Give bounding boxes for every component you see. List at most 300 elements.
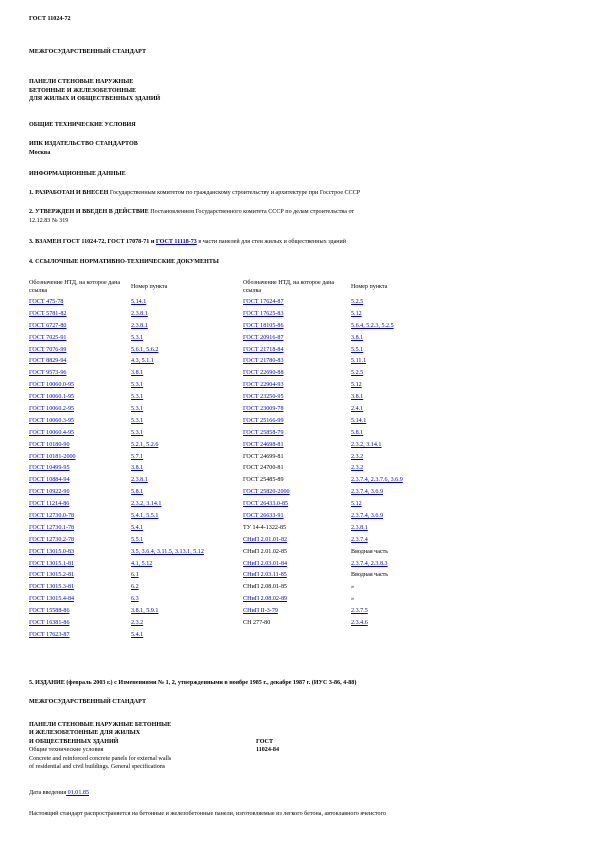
table-cell (243, 415, 351, 427)
table-cell (351, 546, 471, 558)
ref-link[interactable]: ГОСТ 7025-91 (29, 334, 67, 341)
table-cell (243, 569, 351, 581)
table-cell (351, 534, 471, 546)
ref-link[interactable]: ГОСТ 13015.1-81 (29, 560, 75, 567)
ref-link[interactable]: ГОСТ 25166-99 (243, 417, 284, 424)
table-cell (351, 581, 471, 593)
table-cell (131, 451, 243, 463)
ref-link[interactable]: 4.3, 5.1.1 (131, 358, 154, 365)
ref-link[interactable]: 5.4.1 (131, 524, 144, 531)
table-cell (243, 344, 351, 356)
publisher: ИПК ИЗДАТЕЛЬСТВО СТАНДАРТОВ (29, 141, 138, 147)
table-cell (131, 391, 243, 403)
body-text: Настоящий стандарт распространяется на бетонные и железобетонные панели, изготовляемые из легкого бетона, автоклавного ячеистого (29, 811, 386, 817)
ref-link[interactable]: 5.4.1, 5.5.1 (131, 512, 159, 519)
table-row (29, 581, 471, 593)
refs-header-cell: Номер пункта (351, 284, 388, 290)
table-cell (243, 629, 351, 641)
table-row (29, 391, 471, 403)
table-cell (131, 379, 243, 391)
table-cell (29, 474, 131, 486)
ref-link[interactable]: 5.3.1 (131, 429, 144, 436)
ref-link[interactable]: 2.3.8.1 (131, 322, 148, 329)
table-row (29, 593, 471, 605)
ref-link[interactable]: 2.3.2 (351, 453, 364, 460)
table-cell (29, 439, 131, 451)
ref-link[interactable]: 5.12 (351, 501, 362, 508)
table-cell (29, 403, 131, 415)
table-row (29, 308, 471, 320)
table-cell (243, 462, 351, 474)
table-cell (131, 332, 243, 344)
intro-date-label: Дата введения (29, 790, 67, 796)
table-cell (351, 558, 471, 570)
title-line: БЕТОННЫЕ И ЖЕЛЕЗОБЕТОННЫЕ (29, 87, 137, 94)
table-cell (29, 355, 131, 367)
table-cell (243, 534, 351, 546)
ref-link[interactable]: 2.3.7.4 (351, 536, 368, 543)
table-cell (243, 379, 351, 391)
ref-link[interactable]: 5.8.1 (351, 429, 364, 436)
table-cell (351, 427, 471, 439)
table-cell (351, 486, 471, 498)
ref-link[interactable]: 5.12 (351, 310, 362, 317)
table-row (29, 320, 471, 332)
table-cell (243, 308, 351, 320)
english-line: of residential and civil buildings. General specifications (29, 764, 166, 771)
doc-code: ГОСТ 11024-72 (29, 16, 71, 22)
ref-link[interactable]: ГОСТ 11214-86 (29, 501, 70, 508)
ref-text: » (351, 596, 355, 603)
publisher-block (29, 140, 138, 157)
table-cell (131, 462, 243, 474)
item-label: 1. РАЗРАБОТАН И ВНЕСЕН (29, 190, 109, 196)
ref-link[interactable]: 2.3.7.4, 3.6.9 (351, 489, 383, 496)
table-row (29, 510, 471, 522)
table-cell (131, 629, 243, 641)
ref-link[interactable]: ГОСТ 475-78 (29, 298, 64, 305)
table-cell (131, 344, 243, 356)
table-cell (131, 522, 243, 534)
ref-link[interactable]: СНиП II-3-79 (243, 608, 278, 615)
ref-link[interactable]: 2.3.8.1 (351, 524, 368, 531)
ref-link[interactable]: ГОСТ 22904-93 (243, 382, 284, 389)
table-cell (131, 320, 243, 332)
ref-link[interactable]: 2.3.8.1 (131, 310, 148, 317)
table-cell (351, 474, 471, 486)
ref-link[interactable]: СНиП 2.08.02-89 (243, 596, 288, 603)
table-row (29, 355, 471, 367)
table-cell (351, 451, 471, 463)
ref-link[interactable]: СНиП 2.03.01-84 (243, 560, 288, 567)
table-cell (243, 320, 351, 332)
table-cell (131, 510, 243, 522)
table-cell (243, 510, 351, 522)
table-cell (29, 605, 131, 617)
gost-label: ГОСТ (256, 739, 274, 745)
ref-link[interactable]: ГОСТ 10060.4-95 (29, 429, 75, 436)
item-text: Государственным комитетом по гражданскому строительству и архитектуре при Госстрое СССР (108, 190, 361, 196)
ref-link[interactable]: ГОСТ 5781-82 (29, 310, 67, 317)
table-cell (351, 462, 471, 474)
ref-link[interactable]: ГОСТ 25820-2000 (243, 489, 290, 496)
table-cell (29, 415, 131, 427)
table-row (29, 344, 471, 356)
table-cell (243, 391, 351, 403)
ref-link[interactable]: ГОСТ 25858-79 (243, 429, 284, 436)
title2-line: И ЖЕЛЕЗОБЕТОННЫЕ ДЛЯ ЖИЛЫХ (29, 730, 141, 737)
table-row (29, 439, 471, 451)
refs-heading: 4. ССЫЛОЧНЫЕ НОРМАТИВНО-ТЕХНИЧЕСКИЕ ДОКУМЕНТЫ (29, 259, 219, 265)
table-cell (243, 605, 351, 617)
table-cell (243, 522, 351, 534)
table-cell (131, 308, 243, 320)
refs-header-cell: Номер пункта (131, 284, 168, 290)
ref-link[interactable]: 2.3.2 (131, 619, 144, 626)
table-cell (351, 439, 471, 451)
table-row (29, 569, 471, 581)
ref-link[interactable]: ГОСТ 16381-86 (29, 619, 70, 626)
table-cell (29, 617, 131, 629)
ref-link[interactable]: 2.3.2, 3.14.1 (351, 441, 382, 448)
ref-link[interactable]: ГОСТ 12730.2-78 (29, 536, 75, 543)
table-cell (351, 522, 471, 534)
table-cell (131, 474, 243, 486)
table-row (29, 498, 471, 510)
table-cell (351, 617, 471, 629)
ref-link[interactable]: 3.8.1, 5.9.1 (131, 608, 159, 615)
ref-link[interactable]: ГОСТ 10060.0-95 (29, 382, 75, 389)
item-label: 2. УТВЕРЖДЕН И ВВЕДЕН В ДЕЙСТВИЕ (29, 209, 149, 215)
table-cell (29, 546, 131, 558)
ref-link[interactable]: 5.2.5 (351, 370, 364, 377)
ref-link[interactable]: 5.3.1 (131, 405, 144, 412)
table-cell (351, 355, 471, 367)
table-cell (131, 355, 243, 367)
table-cell (131, 403, 243, 415)
ref-link[interactable]: ГОСТ 21718-84 (243, 346, 284, 353)
ref-link[interactable]: СНиП 2.03.11-85 (243, 572, 287, 579)
table-cell (131, 605, 243, 617)
ref-link[interactable]: ГОСТ 15588-86 (29, 608, 70, 615)
table-cell (243, 332, 351, 344)
table-cell (29, 427, 131, 439)
ref-link[interactable]: ГОСТ 10181-2000 (29, 453, 76, 460)
ref-link[interactable]: 3.5, 3.6.4, 3.11.5, 3.13.1, 5.12 (131, 548, 204, 555)
table-cell (29, 332, 131, 344)
refs-table (29, 278, 471, 641)
ref-link[interactable]: ГОСТ 20916-87 (243, 334, 284, 341)
ref-link[interactable]: 2.3.2 (351, 465, 364, 472)
table-cell (243, 617, 351, 629)
table-cell (131, 581, 243, 593)
ref-link[interactable]: ГОСТ 17623-87 (29, 631, 70, 638)
table-cell (351, 605, 471, 617)
table-row (29, 427, 471, 439)
refs-header-cell: Обозначение НТД, на которое дана ссылка (243, 280, 335, 294)
table-row (29, 605, 471, 617)
title-line: ДЛЯ ЖИЛЫХ И ОБЩЕСТВЕННЫХ ЗДАНИЙ (29, 96, 161, 103)
table-cell (29, 558, 131, 570)
table-cell (243, 355, 351, 367)
ref-link[interactable]: 5.2.5 (351, 298, 364, 305)
ref-link[interactable]: ГОСТ 12730.1-78 (29, 524, 75, 531)
ref-link[interactable]: 5.5.1 (351, 346, 364, 353)
table-cell (29, 320, 131, 332)
table-cell (29, 344, 131, 356)
table-cell (243, 367, 351, 379)
english-line: Concrete and reinforced concrete panels for external walls (29, 756, 172, 762)
ref-link[interactable]: ГОСТ 10060.3-95 (29, 417, 75, 424)
ref-link[interactable]: 5.3.1 (131, 334, 144, 341)
table-row (29, 486, 471, 498)
ref-text: СН 277-80 (243, 619, 271, 626)
table-row (29, 403, 471, 415)
table-row (29, 379, 471, 391)
table-cell (243, 474, 351, 486)
ref-link[interactable]: ГОСТ 6727-80 (29, 322, 67, 329)
refs-header-row (29, 278, 471, 296)
table-cell (243, 403, 351, 415)
ref-link[interactable]: ГОСТ 26633-91 (243, 512, 284, 519)
ref-link[interactable]: ГОСТ 13015.3-81 (29, 584, 75, 591)
table-row (29, 522, 471, 534)
ref-link[interactable]: 5.14.1 (351, 417, 367, 424)
doc-subtitle: ОБЩИЕ ТЕХНИЧЕСКИЕ УСЛОВИЯ (29, 122, 136, 128)
ref-text: Вводная часть (351, 572, 389, 579)
title2-line: ПАНЕЛИ СТЕНОВЫЕ НАРУЖНЫЕ БЕТОННЫЕ (29, 722, 172, 728)
table-cell (131, 617, 243, 629)
table-cell (29, 308, 131, 320)
info-heading: ИНФОРМАЦИОННЫЕ ДАННЫЕ (29, 171, 126, 177)
table-cell (351, 379, 471, 391)
ref-link[interactable]: 2.4.1 (351, 405, 364, 412)
table-cell (131, 569, 243, 581)
table-cell (243, 546, 351, 558)
intro-date-value: 01.01.85 (66, 790, 90, 796)
table-cell (351, 415, 471, 427)
ref-link[interactable]: 2.3.7.4, 2.3.8.3 (351, 560, 388, 567)
refs-header-cell: Обозначение НТД, на которое дана ссылка (29, 280, 121, 294)
table-cell (243, 451, 351, 463)
table-cell (29, 379, 131, 391)
table-cell (351, 498, 471, 510)
table-cell (131, 546, 243, 558)
standard-type: МЕЖГОСУДАРСТВЕННЫЙ СТАНДАРТ (29, 49, 147, 55)
table-cell (29, 569, 131, 581)
ref-link[interactable]: ГОСТ 10922-90 (29, 489, 70, 496)
table-cell (243, 427, 351, 439)
table-cell (29, 581, 131, 593)
table-cell (351, 593, 471, 605)
ref-link[interactable]: ГОСТ 18105-86 (243, 322, 284, 329)
table-cell (131, 486, 243, 498)
ref-link[interactable]: ГОСТ 24698-81 (243, 441, 284, 448)
ref-link[interactable]: СНиП 2.01.01-82 (243, 536, 288, 543)
ref-link[interactable]: ГОСТ 10499-95 (29, 465, 70, 472)
item-label: 3. ВЗАМЕН ГОСТ 11024-72, ГОСТ 17078-71 и (29, 239, 155, 245)
table-row (29, 629, 471, 641)
table-cell (351, 320, 471, 332)
ref-link[interactable]: 2.3.8.1 (131, 477, 148, 484)
table-cell (243, 581, 351, 593)
table-cell (243, 558, 351, 570)
table-cell (351, 367, 471, 379)
english-title (29, 755, 171, 772)
ref-link[interactable]: 5.4.1 (131, 631, 144, 638)
table-cell (131, 439, 243, 451)
ref-link[interactable]: 5.3.1 (131, 394, 144, 401)
table-row (29, 451, 471, 463)
ref-link[interactable]: ГОСТ 13015.0-83 (29, 548, 75, 555)
ref-text: ГОСТ 24699-81 (243, 453, 284, 460)
ref-text: СНиП 2.08.01-85 (243, 584, 288, 591)
table-cell (131, 558, 243, 570)
table-cell (351, 308, 471, 320)
table-row (29, 367, 471, 379)
ref-link[interactable]: ГОСТ 12730.0-78 (29, 512, 75, 519)
subtitle-2: Общие технические условия (29, 747, 104, 753)
table-cell (29, 451, 131, 463)
ref-link[interactable]: ГОСТ 8829-94 (29, 358, 67, 365)
ref-link[interactable]: 5.6.1, 5.6.2 (131, 346, 159, 353)
table-cell (243, 593, 351, 605)
ref-text: СНиП 2.01.02-85 (243, 548, 288, 555)
ref-link[interactable]: 2.3.2, 3.14.1 (131, 501, 162, 508)
title-line: ПАНЕЛИ СТЕНОВЫЕ НАРУЖНЫЕ (29, 79, 134, 85)
ref-link[interactable]: 5.5.1 (131, 536, 144, 543)
ref-link[interactable]: 5.7.1 (131, 453, 144, 460)
ref-link[interactable]: 2.3.7.5 (351, 608, 368, 615)
table-cell (351, 510, 471, 522)
table-row (29, 296, 471, 308)
item-text-cont: 12.12.83 № 319 (29, 217, 69, 224)
info-item-1 (29, 189, 360, 198)
ref-link[interactable]: 6.1 (131, 572, 139, 579)
ref-link[interactable]: 3.8.1 (351, 334, 364, 341)
ref-link[interactable]: 5.8.1 (131, 489, 144, 496)
table-cell (243, 486, 351, 498)
ref-link[interactable]: 5.3.1 (131, 417, 144, 424)
intro-date (29, 789, 89, 797)
ref-text: ГОСТ 24700-81 (243, 465, 284, 472)
doc-title (29, 78, 160, 104)
ref-link[interactable]: 5.2.1, 5.2.6 (131, 441, 159, 448)
ref-link[interactable]: 5.3.1 (131, 382, 144, 389)
table-cell (351, 629, 471, 641)
ref-link[interactable]: ГОСТ 17624-87 (243, 298, 284, 305)
table-cell (29, 391, 131, 403)
item-text: в части панелей для стен жилых и общественных зданий (196, 239, 347, 245)
city: Москва (29, 149, 51, 156)
table-cell (29, 486, 131, 498)
ref-link[interactable]: ГОСТ 17625-83 (243, 310, 284, 317)
ref-text: ТУ 14-4-1322-85 (243, 524, 287, 531)
table-cell (29, 367, 131, 379)
gost-number: 11024-84 (256, 747, 280, 753)
ref-link[interactable]: 3.8.1 (131, 370, 144, 377)
table-cell (29, 629, 131, 641)
ref-link[interactable]: ГОСТ 23250-95 (243, 394, 284, 401)
table-row (29, 534, 471, 546)
table-row (29, 332, 471, 344)
table-cell (243, 439, 351, 451)
table-cell (243, 498, 351, 510)
ref-link[interactable]: ГОСТ 23009-78 (243, 405, 284, 412)
table-cell (29, 296, 131, 308)
table-row (29, 558, 471, 570)
table-cell (29, 522, 131, 534)
ref-link[interactable]: 5.12 (351, 382, 362, 389)
table-row (29, 415, 471, 427)
info-item-3 (29, 238, 346, 247)
table-cell (131, 367, 243, 379)
table-cell (131, 593, 243, 605)
table-cell (29, 593, 131, 605)
table-row (29, 546, 471, 558)
ref-link[interactable]: ГОСТ 9573-96 (29, 370, 67, 377)
ref-text: » (351, 584, 355, 591)
ref-link[interactable]: ГОСТ 7076-99 (29, 346, 67, 353)
ref-text: Вводная часть (351, 548, 389, 555)
table-cell (131, 498, 243, 510)
ref-link[interactable]: 5.6.4, 5.2.3, 5.2.5 (351, 322, 394, 329)
ref-link[interactable]: 6.3 (131, 596, 139, 603)
ref-link[interactable]: ГОСТ 10180-90 (29, 441, 70, 448)
ref-link[interactable]: 3.8.1 (351, 394, 364, 401)
table-cell (351, 569, 471, 581)
table-cell (351, 403, 471, 415)
table-cell (351, 344, 471, 356)
ref-link[interactable]: 2.3.7.4, 3.6.9 (351, 512, 383, 519)
ref-link[interactable]: ГОСТ 13015.4-84 (29, 596, 75, 603)
standard-type-2: МЕЖГОСУДАРСТВЕННЫЙ СТАНДАРТ (29, 699, 147, 705)
ref-link[interactable]: ГОСТ 10884-94 (29, 477, 70, 484)
ref-text: ГОСТ 25485-89 (243, 477, 284, 484)
item-5: 5. ИЗДАНИЕ (февраль 2003 г.) с Изменениями № 1, 2, утвержденными в ноябре 1985 г., декабре 1987 г. (ИУС 3-86, 4-88) (29, 680, 357, 686)
table-row (29, 617, 471, 629)
table-cell (351, 332, 471, 344)
ref-link[interactable]: 4.1, 5.12 (131, 560, 153, 567)
ref-link[interactable]: 3.8.1 (131, 465, 144, 472)
ref-link[interactable]: ГОСТ 10060.2-95 (29, 405, 75, 412)
table-cell (131, 427, 243, 439)
ref-link[interactable]: 5.11.1 (351, 358, 367, 365)
ref-link[interactable]: 2.3.7.4, 2.3.7.6, 3.6.9 (351, 477, 403, 484)
info-item-2 (29, 208, 354, 225)
ref-link[interactable]: 6.2 (131, 584, 139, 591)
table-cell (351, 296, 471, 308)
ref-link[interactable]: ГОСТ 26433.0-85 (243, 501, 289, 508)
ref-link[interactable]: 2.3.4.6 (351, 619, 368, 626)
table-cell (131, 415, 243, 427)
table-cell (29, 510, 131, 522)
ref-link[interactable]: ГОСТ 21780-83 (243, 358, 284, 365)
table-cell (29, 534, 131, 546)
table-cell (29, 498, 131, 510)
gost-link[interactable]: ГОСТ 11118-73 (155, 239, 197, 245)
table-cell (351, 391, 471, 403)
ref-link[interactable]: ГОСТ 22690-88 (243, 370, 284, 377)
item-text: Постановлением Государственного комитета СССР по делам строительства от (148, 209, 355, 215)
table-cell (131, 534, 243, 546)
ref-link[interactable]: 5.14.1 (131, 298, 147, 305)
table-cell (131, 296, 243, 308)
doc-title-2 (29, 721, 171, 746)
title2-line: И ОБЩЕСТВЕННЫХ ЗДАНИЙ (29, 738, 119, 745)
ref-link[interactable]: ГОСТ 10060.1-95 (29, 394, 75, 401)
ref-link[interactable]: ГОСТ 13015.2-81 (29, 572, 75, 579)
